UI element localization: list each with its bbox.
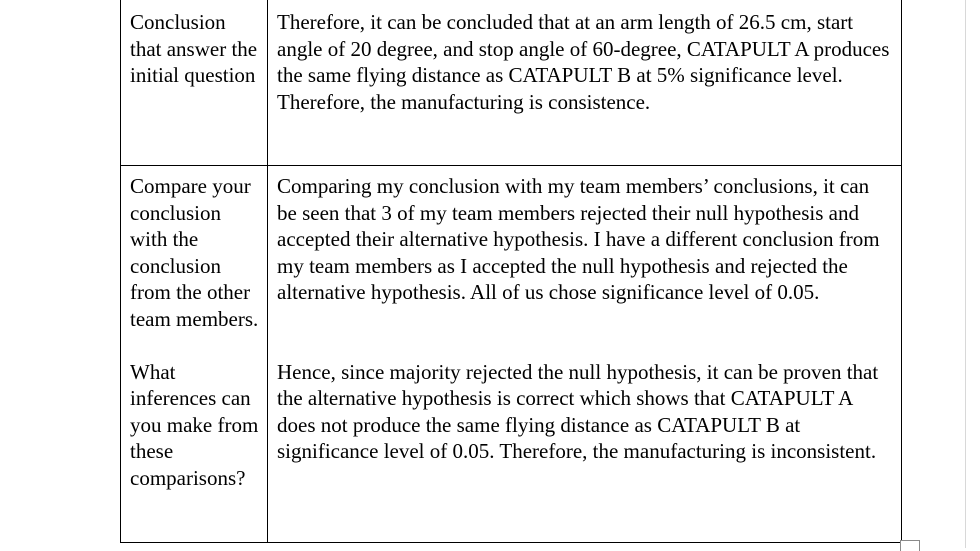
report-table: [120, 0, 902, 543]
row-label-cell: [121, 0, 268, 166]
row-body-cell: [268, 166, 902, 543]
paragraph-gap-1: [277, 306, 893, 333]
resize-corner-marker: [900, 540, 920, 551]
table-row: [121, 166, 902, 543]
inference-paragraph: Hence, since majority rejected the null hypothesis, it can be proven that the alternative hypothesis is correct which shows that CATAPULT A does not produce the same flying distance as CATAPULT B at significance level of 0.05. Therefore, the manufacturing is inconsistent.: [277, 359, 879, 463]
page-edge-line: [965, 0, 966, 548]
table-row: [121, 0, 902, 166]
row-body-cell: [268, 0, 902, 166]
row-label-cell: [121, 166, 268, 543]
compare-label: Compare your conclusion with the conclusion from the other team members.: [130, 174, 259, 331]
conclusion-label: Conclusion that answer the initial question: [130, 10, 258, 87]
comparison-paragraph: Comparing my conclusion with my team members’ conclusions, it can be seen that 3 of my team members rejected their null hypothesis and accepted their alternative hypothesis. I have a different conclusion from my team members as I accepted the null hypothesis and rejected the alternative hypothesis. All of us chose significance level of 0.05.: [277, 174, 880, 304]
inferences-label: What inferences can you make from these comparisons?: [130, 359, 259, 490]
paragraph-gap-2: [277, 332, 893, 359]
label-spacer: [130, 332, 259, 359]
conclusion-text: Therefore, it can be concluded that at an arm length of 26.5 cm, start angle of 20 degree, and stop angle of 60-degree, CATAPULT A produces the same flying distance as CATAPULT B at 5% significance level. Therefore, the manufacturing is consistence.: [277, 10, 890, 114]
